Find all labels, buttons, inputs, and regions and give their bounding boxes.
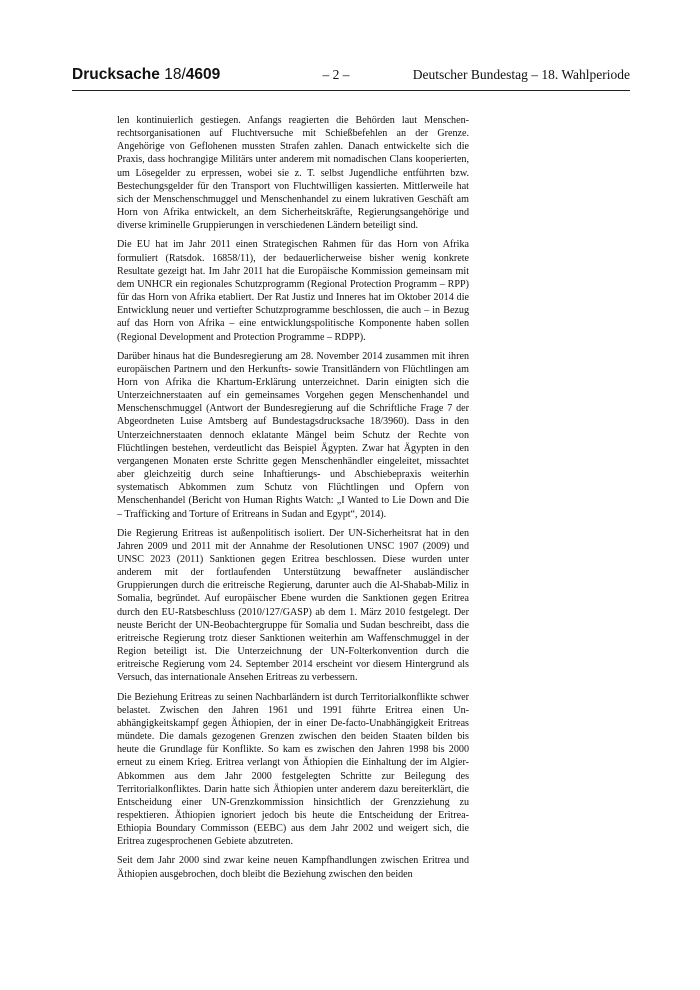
document-number: 4609 [185, 66, 221, 83]
paragraph-3: Darüber hinaus hat die Bundesregierung am 28. November 2014 zusammen mit ihren europäischen Partnern und den Herkunfts- sowie Transitländern von Flüchtlingen am Horn von Afrika die Khartum-Erklärung unterzeichnet. Darin einigten sich die Unterzeichnerstaaten auf ein gemeinsames Vorgehen gegen Menschenhandel und Menschenschmuggel (Antwort der Bundesregierung auf die Schriftliche Frage 7 der Abgeordneten Luise Amtsberg auf Bundestagsdrucksache 18/3960). Dass in den Unterzeichnerstaaten dennoch eklatante Mängel beim Schutz der Rechte von Flüchtlingen bestehen, verdeutlicht das Beispiel Ägypten. Zwar hat Ägypten in den vergangenen Monaten erste Schritte gegen Menschenhändler eingeleitet, missachtet aber gleichzeitig durch seine Inhaftierungs- und Abschiebepraxis weiterhin systematisch Abkommen zum Schutz von Flüchtlingen und Opfern von Menschenhandel (Bericht von Human Rights Watch: „I Wanted to Lie Down and Die – Trafficking and Torture of Eritreans in Sudan and Egypt“, 2014). [117, 350, 469, 520]
body-text [117, 114, 469, 887]
publisher-line: Deutscher Bundestag – 18. Wahlperiode [412, 67, 630, 82]
paragraph-2: Die EU hat im Jahr 2011 einen Strategischen Rahmen für das Horn von Afrika formuliert (Ratsdok. 16858/11), der bedauerlicherweise bisher wenig konkrete Resultate gezeigt hat. Im Jahr 2011 hat die Europäische Kommission gemeinsam mit dem UNHCR ein regionales Schutzprogramm (Regional Protection Programm – RPP) für das Horn von Afrika etabliert. Der Rat Justiz und Inneres hat im Oktober 2014 die Entwicklung neuer und vertiefter Schutzprogramme beschlossen, die auch – in Bezug auf das Horn von Afrika – eine entwicklungspolitische Komponente haben sollen (Regional Development and Protection Programme – RDPP). [117, 239, 469, 343]
page-header [72, 66, 630, 90]
paragraph-1: len kontinuierlich gestiegen. Anfangs reagierten die Behörden laut Menschenrechtsorganisationen auf Fluchtversuche mit Schießbefehlen an der Grenze. Angehörige von Geflohenen mussten Strafen zahlen. Danach entwickelte sich die Praxis, dass hochrangige Militärs unter anderem mit nomadischen Clans kooperierten, um Lösegelder zu erpressen, wobei sie z. T. selbst Jugendliche entführten bzw. Bestechungsgelder für den Transport von Fluchtwilligen kassierten. Mittlerweile hat sich der Menschenschmuggel und Menschenhandel zu einem lukrativen Geschäft am Horn von Afrika entwickelt, an dem Sicherheitskräfte, Regierungsangehörige und diverse kriminelle Gruppierungen in verschiedenen Ländern beteiligt sind. [117, 115, 469, 232]
document-label: Drucksache [72, 66, 165, 83]
paragraph-4: Die Regierung Eritreas ist außenpolitisch isoliert. Der UN-Sicherheitsrat hat in den Jahren 2009 und 2011 mit der Annahme der Resolutionen UNSC 1907 (2009) und UNSC 2023 (2011) Sanktionen gegen Eritrea beschlossen. Diese wurden unter anderem mit der fortlaufenden Unterstützung bewaffneter ausländischer Gruppierungen durch die eritreische Regierung, darunter auch die Al-Shabab-Miliz in Somalia, begründet. Auf europäischer Ebene wurden die Sanktionen gegen Eritrea durch den EU-Ratsbeschluss (2010/127/GASP) ab dem 1. März 2010 festgelegt. Der neuste Bericht der UN-Beobachtergruppe für Somalia und Sudan beschreibt, dass die eritreische Regierung trotz dieser Sanktionen weiterhin am Waffenschmuggel in der Region beteiligt ist. Die Unterzeichnung der UN-Folterkonvention durch die eritreische Regierung vom 24. September 2014 erscheint vor diesem Hintergrund als Versuch, das internationale Ansehen Eritreas zu verbessern. [117, 527, 469, 684]
document-number-prefix: 18/ [164, 66, 186, 83]
page-number: – 2 – [322, 67, 350, 82]
header-rule [72, 90, 630, 91]
paragraph-6: Seit dem Jahr 2000 sind zwar keine neuen Kampfhandlungen zwischen Eritrea und Äthiopien ausgebrochen, doch bleibt die Beziehung zwischen den beiden [117, 855, 469, 880]
paragraph-5: Die Beziehung Eritreas zu seinen Nachbarländern ist durch Territorialkonflikte schwer belastet. Zwischen den Jahren 1961 und 1991 führte Eritrea einen Unabhängigkeitskampf gegen Äthiopien, der in einer De-facto-Unabhängigkeit Eritreas mündete. Die damals gezogenen Grenzen zwischen den beiden Staaten bilden bis heute die Grundlage für Konflikte. So kam es zwischen den Jahren 1998 bis 2000 erneut zu einem Krieg. Eritrea verlangt von Äthiopien die Einhaltung der im Algier-Abkommen aus dem Jahr 2000 festgelegten Schritte zur Beilegung des Territorialkonfliktes. Darin hatte sich Äthiopien unter anderem dazu bereiterklärt, die Entscheidung einer UN-Grenzkommission hinsichtlich der Grenzziehung zu respektieren. Äthiopien ignoriert jedoch bis heute die Entscheidung der Eritrea-Ethiopia Boundary Commisson (EEBC) aus dem Jahr 2002 und weigert sich, die Eritrea zugesprochenen Gebiete abzutreten. [117, 691, 469, 848]
